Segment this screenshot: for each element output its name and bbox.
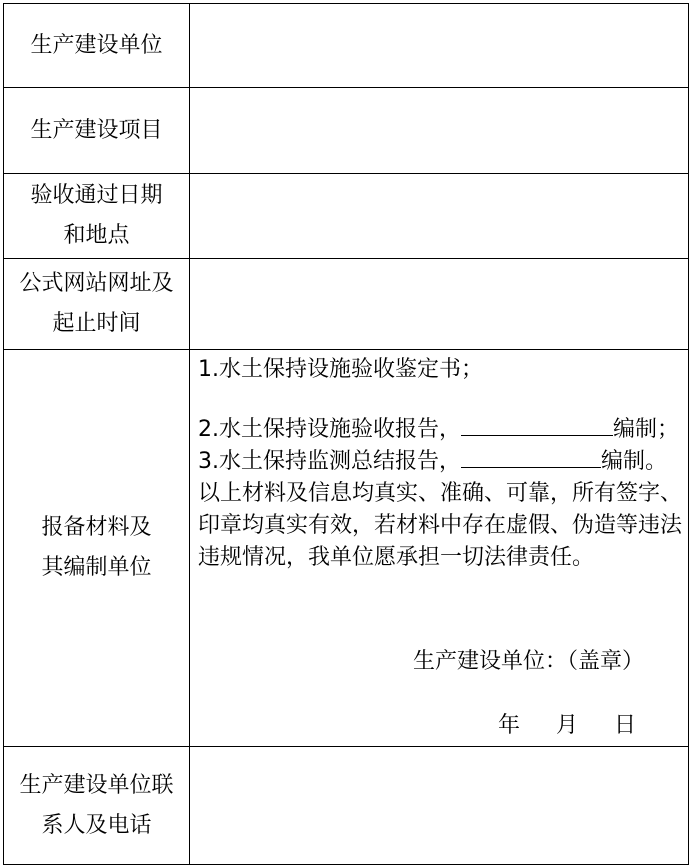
date-place-label-cell <box>4 174 190 259</box>
unit-value-cell[interactable] <box>190 4 689 88</box>
row-materials <box>4 350 689 747</box>
materials-item-3-suffix: 编制。 <box>601 449 668 474</box>
materials-content <box>190 350 688 746</box>
materials-item-3 <box>198 446 688 478</box>
materials-label-line1: 报备材料及 <box>41 515 152 540</box>
materials-item-2-suffix: 编制； <box>613 417 680 442</box>
project-value-cell[interactable] <box>190 88 689 174</box>
date-month-label: 月 <box>555 713 578 738</box>
row-contact <box>4 747 689 865</box>
row-date-place <box>4 174 689 259</box>
date-year-label: 年 <box>497 713 520 738</box>
unit-label-cell <box>4 4 190 88</box>
materials-label-line2: 其编制单位 <box>41 555 152 580</box>
signature-line: 生产建设单位：（盖章） <box>412 649 644 674</box>
contact-label-line1: 生产建设单位联 <box>19 772 174 798</box>
materials-item-2-text: 2.水土保持设施验收报告， <box>198 417 461 442</box>
signature-date <box>498 710 636 742</box>
project-label: 生产建设项目 <box>30 117 163 143</box>
date-place-label-line2: 和地点 <box>63 223 130 248</box>
date-place-value-cell[interactable] <box>190 174 689 259</box>
row-unit <box>4 4 689 88</box>
row-project <box>4 88 689 174</box>
filing-form-table <box>3 3 689 865</box>
date-day-label: 日 <box>613 713 636 738</box>
contact-label-cell <box>4 747 190 865</box>
materials-item-1: 1.水土保持设施验收鉴定书； <box>198 357 483 382</box>
website-value-cell[interactable] <box>190 259 689 350</box>
materials-item-3-text: 3.水土保持监测总结报告， <box>198 449 461 474</box>
declaration-text: 以上材料及信息均真实、准确、可靠，所有签字、印章均真实有效，若材料中存在虚假、伪造等违法违规情况，我单位愿承担一切法律责任。 <box>198 481 683 570</box>
monitoring-compiler-blank[interactable] <box>461 466 601 468</box>
materials-value-cell <box>190 350 689 747</box>
contact-value-cell[interactable] <box>190 747 689 865</box>
website-label-line2: 起止时间 <box>52 311 141 336</box>
report-compiler-blank[interactable] <box>461 434 613 436</box>
materials-item-2 <box>198 414 688 446</box>
website-label-cell <box>4 259 190 350</box>
unit-label: 生产建设单位 <box>30 32 163 58</box>
project-label-cell <box>4 88 190 174</box>
contact-label-line2: 系人及电话 <box>41 812 152 838</box>
website-label-line1: 公式网站网址及 <box>19 271 174 296</box>
materials-label-cell <box>4 350 190 747</box>
row-website <box>4 259 689 350</box>
date-place-label-line1: 验收通过日期 <box>30 183 163 208</box>
